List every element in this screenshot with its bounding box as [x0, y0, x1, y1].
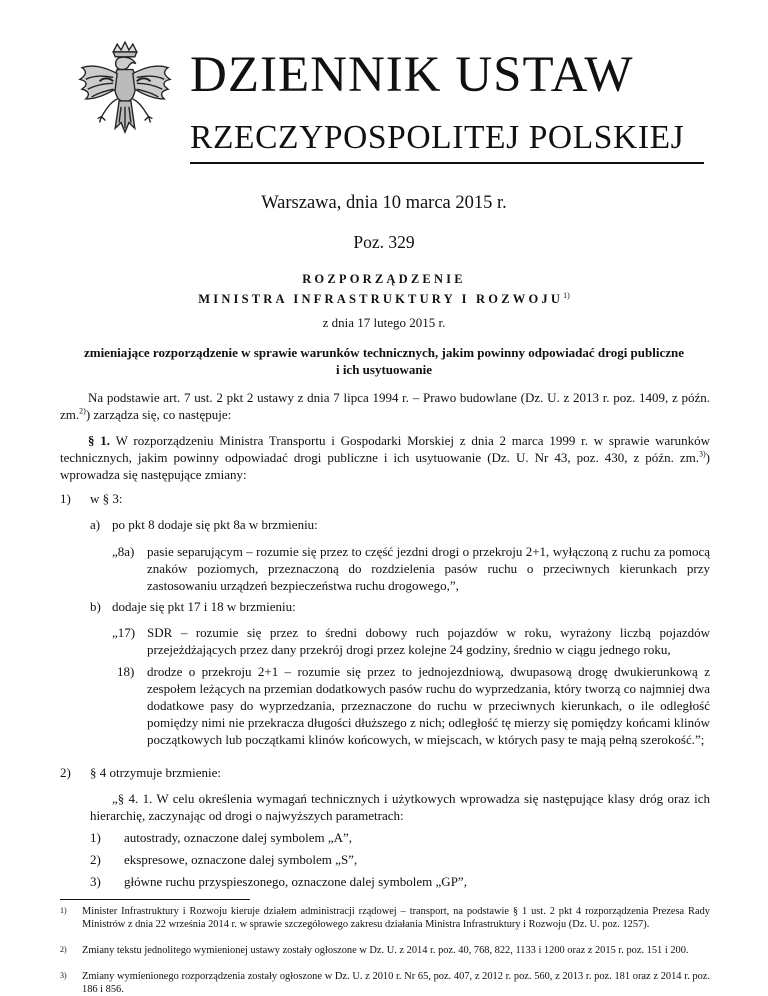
act-subject-line-1: zmieniające rozporządzenie w sprawie warunków technicznych, jakim powinny odpowiadać drogi publiczne [83, 345, 685, 360]
subitem-a-letter: a) [90, 517, 101, 532]
act-issuer-footnote-ref: 1) [563, 291, 570, 300]
act-issuer [0, 291, 768, 307]
masthead-divider [190, 162, 704, 164]
section-1-text-a: W rozporządzeniu Ministra Transportu i Gospodarki Morskiej z dnia 2 marca 1999 r. w sprawie warunków technicznych, jakim powinny odpowiadać drogi publiczne i ich usytuowanie (Dz. U. Nr 43, poz. 430, z późn. zm. [60, 433, 710, 465]
footnote-3-text: Zmiany wymienionego rozporządzenia zostały ogłoszone w Dz. U. z 2010 r. Nr 65, poz. 407, z 2012 r. poz. 560, z 2013 r. poz. 181 oraz z 2014 r. poz. 186 i 856. [82, 971, 710, 996]
item-1-text: w § 3: [90, 491, 123, 506]
publication-date: Warszawa, dnia 10 marca 2015 r. [261, 193, 507, 213]
section-1 [60, 432, 710, 483]
preamble-footnote-ref: 2) [79, 406, 86, 416]
class-2-number: 2) [90, 852, 101, 867]
definition-18-number: 18) [117, 664, 135, 679]
masthead-subtitle: RZECZYPOSPOLITEJ POLSKIEJ [190, 119, 685, 156]
class-1-text: autostrady, oznaczone dalej symbolem „A”, [124, 830, 353, 845]
footnote-2-text: Zmiany tekstu jednolitego wymienionej ustawy zostały ogłoszone w Dz. U. z 2014 r. poz. 40, 768, 822, 1133 i 1200 oraz z 2015 r. poz. 151 i 200. [82, 945, 689, 956]
act-issuer-name: MINISTRA INFRASTRUKTURY I ROZWOJU [198, 292, 564, 307]
class-2-text: ekspresowe, oznaczone dalej symbolem „S”, [124, 852, 358, 867]
preamble [60, 389, 710, 423]
subitem-b-letter: b) [90, 599, 101, 614]
act-date: z dnia 17 lutego 2015 r. [322, 315, 446, 330]
footnote-2-marker: 2) [60, 945, 67, 954]
footnote-1-marker: 1) [60, 906, 67, 915]
item-1-number: 1) [60, 491, 71, 506]
act-type: ROZPORZĄDZENIE [302, 272, 466, 286]
polish-eagle-emblem [76, 38, 174, 156]
item-2-text: § 4 otrzymuje brzmienie: [90, 765, 222, 780]
section-4-intro: „§ 4. 1. W celu określenia wymagań technicznych i użytkowych wprowadza się następujące klasy dróg oraz ich hierarchię, zaczynając od drogi o najwyższych parametrach: [90, 791, 710, 823]
act-subject-line-2: i ich usytuowanie [335, 361, 433, 377]
definition-17-text: SDR – rozumie się przez to średni dobowy ruch pojazdów w roku, wyrażony liczbą pojazdów przejeżdżających przez dany przekrój drogi przez kolejne 24 godziny, średnio w ciągu jednego roku, [147, 625, 710, 657]
definition-17-number: „17) [112, 625, 136, 640]
definition-8a-text: pasie separującym – rozumie się przez to część jezdni drogi o przekroju 2+1, wyłączoną z ruchu za pomocą znaków poziomych, przeznaczoną do rozdzielenia pasów ruchu o przeciwnych kierunkach przy zastosowaniu urządzeń bezpieczeństwa ruchu drogowego,”, [147, 544, 710, 593]
preamble-text-b: ) zarządza się, co następuje: [85, 407, 232, 422]
subitem-a-text: po pkt 8 dodaje się pkt 8a w brzmieniu: [112, 517, 318, 532]
footnote-divider [60, 899, 250, 900]
masthead-title: DZIENNIK USTAW [190, 47, 634, 103]
publication-position: Poz. 329 [353, 232, 415, 252]
definition-8a-number: „8a) [112, 544, 135, 559]
class-1-number: 1) [90, 830, 101, 845]
section-1-footnote-ref: 3) [698, 449, 706, 459]
preamble-text-a: Na podstawie art. 7 ust. 2 pkt 2 ustawy z dnia 7 lipca 1994 r. – Prawo budowlane (Dz. U. z 2013 r. poz. 1409, z późn. zm. [60, 390, 710, 422]
item-2-number: 2) [60, 765, 71, 780]
section-1-label: § 1. [88, 433, 111, 448]
footnote-1-text: Minister Infrastruktury i Rozwoju kieruje działem administracji rządowej – transport, na podstawie § 1 ust. 2 pkt 4 rozporządzenia Prezesa Rady Ministrów z dnia 22 września 2014 r. w sprawie szczegółowego zakresu działania Ministra Infrastruktury i Rozwoju (Dz. U. poz. 1257). [82, 906, 710, 931]
definition-18-text: drodze o przekroju 2+1 – rozumie się przez to jednojezdniową, dwupasową drogę dwukierunkową z zespołem leżących na przemian dodatkowych pasów ruchu do wyprzedzania, który tworzą co najmniej dwa dodatkowe pasy do wyprzedzania, przeznaczone do ruchu w przeciwnych kierunkach, o ile odległość pomiędzy nimi nie przekracza długości dłuższego z nich; odległość tę mierzy się pomiędzy końcami klinów początkowych lub początkami klinów końcowych, w miejscach, w których pasy te mają pełną szerokość.”; [147, 664, 710, 747]
subitem-b-text: dodaje się pkt 17 i 18 w brzmieniu: [112, 599, 296, 614]
footnote-3-marker: 3) [60, 971, 67, 980]
class-3-text: główne ruchu przyspieszonego, oznaczone dalej symbolem „GP”, [124, 874, 467, 889]
section-1-text-b: ) wprowadza się następujące zmiany: [60, 450, 710, 482]
class-3-number: 3) [90, 874, 101, 889]
act-subject [0, 345, 768, 378]
